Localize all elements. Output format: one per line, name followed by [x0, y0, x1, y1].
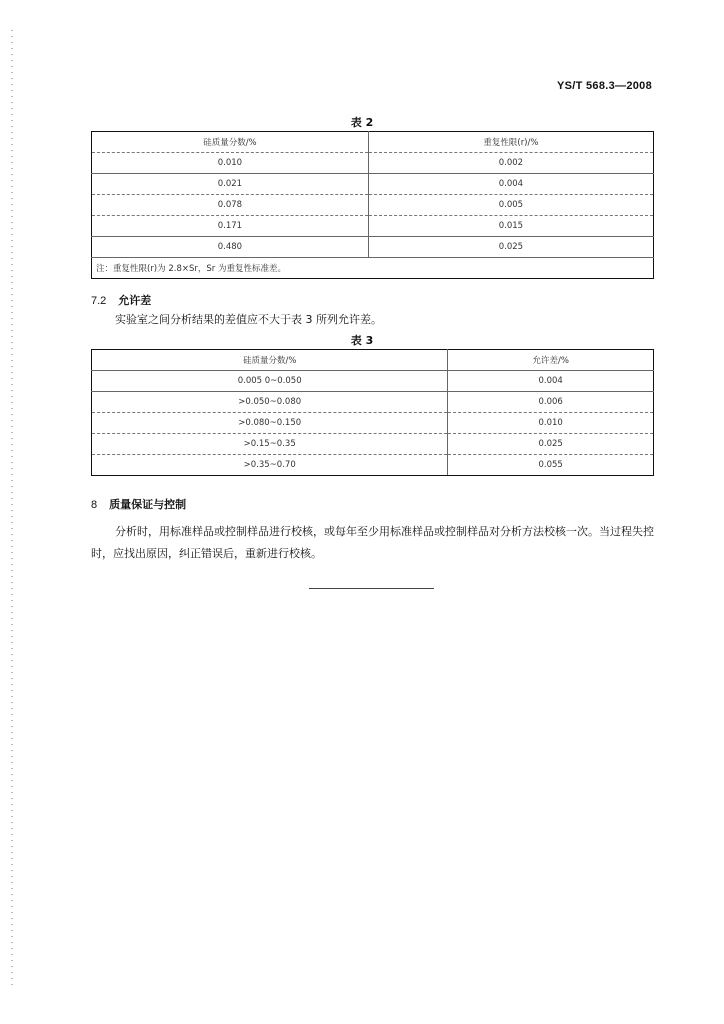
table2-note-row — [92, 258, 654, 279]
section-title: 质量保证与控制 — [109, 498, 187, 511]
table-cell: 0.006 — [448, 392, 654, 413]
table-row — [92, 216, 654, 237]
table3-caption: 表 3 — [350, 334, 374, 347]
table-cell: 0.171 — [92, 216, 369, 237]
section-7-2-text: 实验室之间分析结果的差值应不大于表 3 所列允许差。 — [115, 313, 382, 326]
table-cell: 0.004 — [448, 371, 654, 392]
table-cell: >0.080~0.150 — [92, 413, 448, 434]
table-row — [92, 174, 654, 195]
table2-caption: 表 2 — [350, 116, 374, 129]
table-cell: >0.15~0.35 — [92, 434, 448, 455]
table-row — [92, 237, 654, 258]
table-cell: 0.004 — [368, 174, 653, 195]
standard-number: YS/T 568.3—2008 — [556, 80, 652, 92]
table-cell: 0.021 — [92, 174, 369, 195]
table-cell: 0.055 — [448, 455, 654, 476]
table2-header-row — [92, 132, 654, 153]
table-cell: 0.025 — [368, 237, 653, 258]
table-row — [92, 413, 654, 434]
table-row — [92, 195, 654, 216]
table2 — [91, 131, 654, 279]
table-row — [92, 455, 654, 476]
table2-note: 注：重复性限(r)为 2.8×Sr，Sr 为重复性标准差。 — [92, 258, 654, 279]
end-rule — [309, 588, 434, 589]
table-cell: >0.35~0.70 — [92, 455, 448, 476]
section-8-text: 分析时，用标准样品或控制样品进行校核，或每年至少用标准样品或控制样品对分析方法校核一次。当过程失控时，应找出原因，纠正错误后，重新进行校核。 — [91, 525, 654, 560]
table-row — [92, 392, 654, 413]
section-8-heading — [91, 496, 186, 512]
table-cell: 0.078 — [92, 195, 369, 216]
section-number: 8 — [91, 499, 98, 511]
section-number: 7.2 — [91, 295, 107, 307]
table2-col-header: 重复性限(r)/% — [368, 132, 653, 153]
table3-header-row — [92, 350, 654, 371]
table-cell: 0.015 — [368, 216, 653, 237]
section-7-2-heading — [91, 292, 151, 308]
table-cell: 0.002 — [368, 153, 653, 174]
table-row — [92, 434, 654, 455]
table-cell: 0.010 — [92, 153, 369, 174]
table-row — [92, 371, 654, 392]
table3-col-header: 允许差/% — [448, 350, 654, 371]
binding-dots — [11, 30, 13, 990]
table-row — [92, 153, 654, 174]
table-cell: 0.005 — [368, 195, 653, 216]
table3-col-header: 硅质量分数/% — [92, 350, 448, 371]
section-title: 允许差 — [118, 294, 152, 307]
table-cell: 0.025 — [448, 434, 654, 455]
table-cell: 0.010 — [448, 413, 654, 434]
table2-col-header: 硅质量分数/% — [92, 132, 369, 153]
table-cell: >0.050~0.080 — [92, 392, 448, 413]
table-cell: 0.005 0~0.050 — [92, 371, 448, 392]
table-cell: 0.480 — [92, 237, 369, 258]
table3 — [91, 349, 654, 476]
